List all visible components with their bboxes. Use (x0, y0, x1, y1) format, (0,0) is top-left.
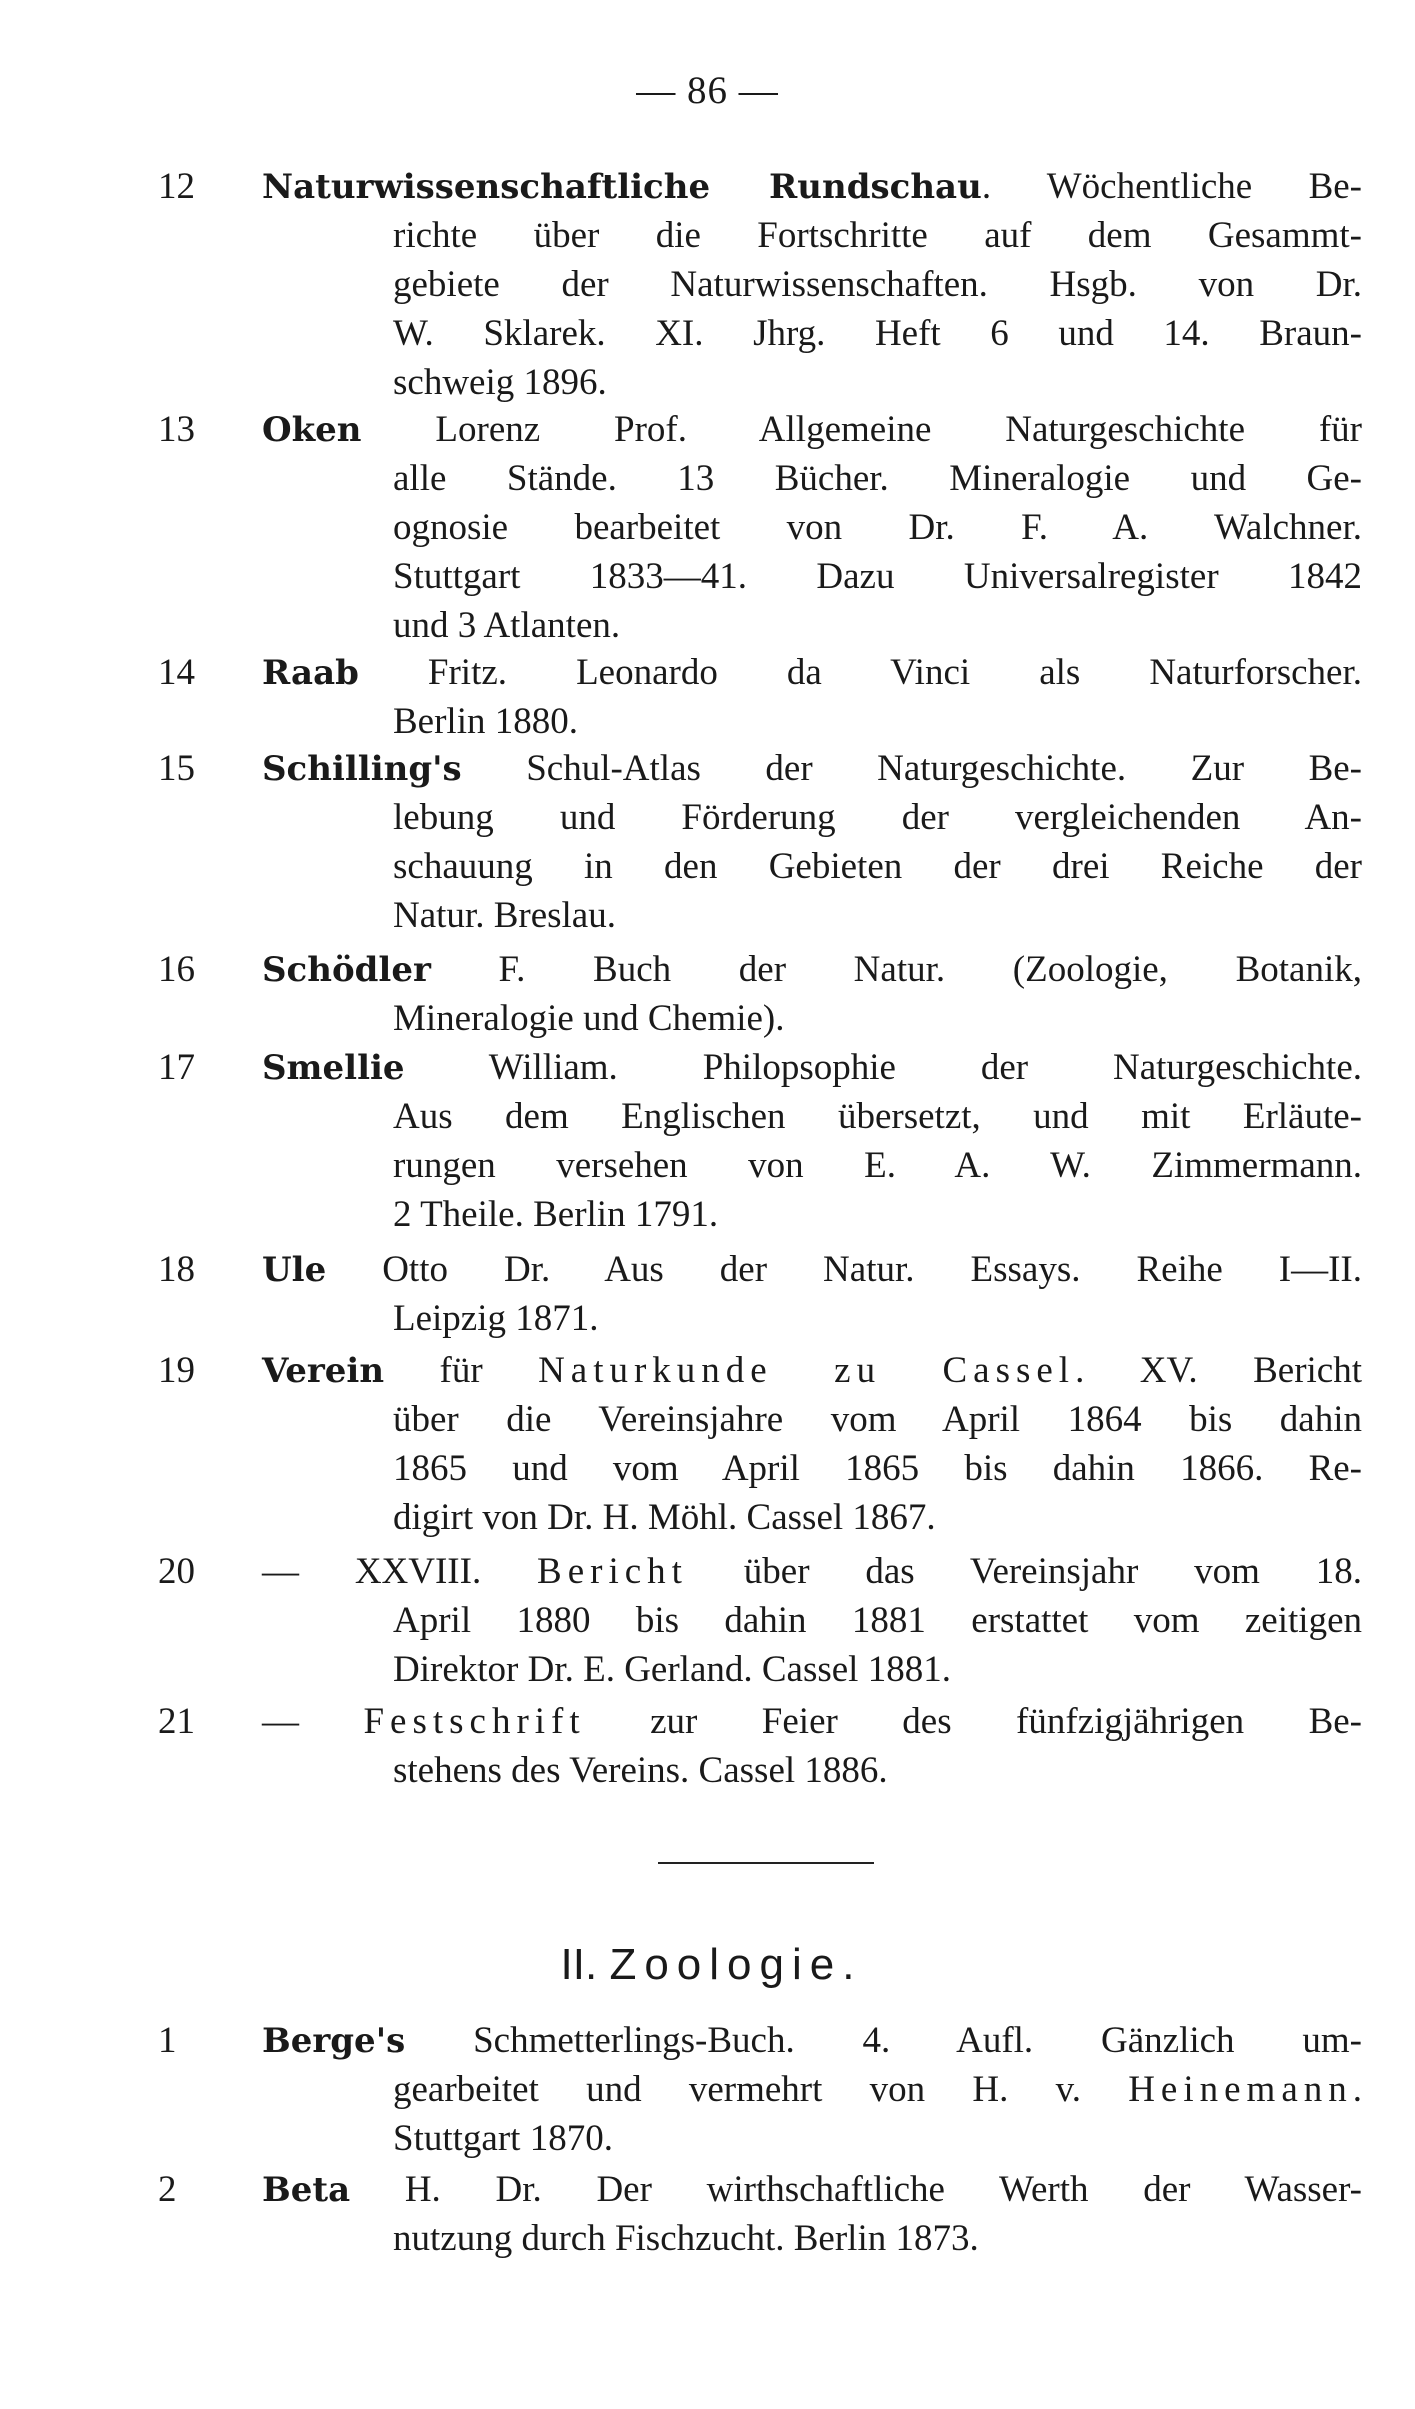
entry-first-line: Beta H. Dr. Der wirthschaftliche Werth der Wasser- (262, 2169, 1362, 2210)
section-divider (658, 1862, 874, 1864)
entry-line: gebiete der Naturwissenschaften. Hsgb. von Dr. (393, 264, 1362, 305)
entry-headword: Verein (262, 1351, 385, 1391)
entry-line: 1865 und vom April 1865 bis dahin 1866. Re- (393, 1448, 1362, 1489)
entry-number: 16 (158, 949, 195, 990)
entry-headword: Beta (262, 2170, 351, 2210)
entry-number: 1 (158, 2020, 177, 2061)
entry-first-line: Smellie William. Philopsophie der Naturgeschichte. (262, 1047, 1362, 1088)
section-title: II. Zoologie. (560, 1940, 855, 1989)
entry-line: W. Sklarek. XI. Jhrg. Heft 6 und 14. Braun- (393, 313, 1362, 354)
entry-line: gearbeitet und vermehrt von H. v. Heinemann. (393, 2069, 1362, 2110)
entry-headword: Ule (262, 1250, 327, 1290)
entry-first-line: Schilling's Schul-Atlas der Naturgeschichte. Zur Be- (262, 748, 1362, 789)
entry-line: alle Stände. 13 Bücher. Mineralogie und Ge- (393, 458, 1362, 499)
entry-first-line: — Festschrift zur Feier des fünfzigjährigen Be- (262, 1701, 1362, 1742)
entry-first-line: Verein für Naturkunde zu Cassel. XV. Bericht (262, 1350, 1362, 1391)
entry-line: digirt von Dr. H. Möhl. Cassel 1867. (393, 1497, 936, 1538)
entry-line: April 1880 bis dahin 1881 erstattet vom zeitigen (393, 1600, 1362, 1641)
entry-first-line: Oken Lorenz Prof. Allgemeine Naturgeschichte für (262, 409, 1362, 450)
entry-number: 20 (158, 1551, 195, 1592)
entry-first-line: Raab Fritz. Leonardo da Vinci als Naturforscher. (262, 652, 1362, 693)
entry-line: Stuttgart 1833—41. Dazu Universalregister 1842 (393, 556, 1362, 597)
entry-line: Direktor Dr. E. Gerland. Cassel 1881. (393, 1649, 951, 1690)
entry-line: Berlin 1880. (393, 701, 578, 742)
entry-line: stehens des Vereins. Cassel 1886. (393, 1750, 888, 1791)
entry-line: Leipzig 1871. (393, 1298, 599, 1339)
entry-line: Natur. Breslau. (393, 895, 616, 936)
spaced-text: Bericht (537, 1551, 688, 1592)
spaced-text: Naturkunde zu Cassel (538, 1350, 1076, 1391)
entry-number: 15 (158, 748, 195, 789)
spaced-text: Festschrift (363, 1701, 586, 1742)
entry-line: lebung und Förderung der vergleichenden An- (393, 797, 1362, 838)
entry-first-line: Berge's Schmetterlings-Buch. 4. Aufl. Gänzlich um- (262, 2020, 1362, 2061)
entry-headword: Naturwissenschaftliche Rundschau (262, 167, 982, 207)
entry-headword: Berge's (262, 2021, 406, 2061)
spaced-text: Heinemann (1128, 2069, 1353, 2110)
entry-first-line: Naturwissenschaftliche Rundschau. Wöchentliche Be- (262, 166, 1362, 207)
entry-line: Aus dem Englischen übersetzt, und mit Erläute- (393, 1096, 1362, 1137)
entry-headword: Smellie (262, 1048, 405, 1088)
entry-number: 17 (158, 1047, 195, 1088)
entry-first-line: Schödler F. Buch der Natur. (Zoologie, Botanik, (262, 949, 1362, 990)
entry-number: 2 (158, 2169, 177, 2210)
entry-line: Stuttgart 1870. (393, 2118, 613, 2159)
entry-headword: Oken (262, 410, 362, 450)
entry-line: schauung in den Gebieten der drei Reiche der (393, 846, 1362, 887)
entry-line: richte über die Fortschritte auf dem Gesammt- (393, 215, 1362, 256)
entry-number: 13 (158, 409, 195, 450)
entry-line: nutzung durch Fischzucht. Berlin 1873. (393, 2218, 979, 2259)
entry-number: 12 (158, 166, 195, 207)
entry-headword: Schilling's (262, 749, 462, 789)
entry-line: rungen versehen von E. A. W. Zimmermann. (393, 1145, 1362, 1186)
entry-line: 2 Theile. Berlin 1791. (393, 1194, 719, 1235)
entry-headword: Raab (262, 653, 359, 693)
entry-number: 21 (158, 1701, 195, 1742)
entry-first-line: — XXVIII. Bericht über das Vereinsjahr vom 18. (262, 1551, 1362, 1592)
entry-line: über die Vereinsjahre vom April 1864 bis dahin (393, 1399, 1362, 1440)
entry-first-line: Ule Otto Dr. Aus der Natur. Essays. Reihe I—II. (262, 1249, 1362, 1290)
entry-number: 18 (158, 1249, 195, 1290)
page-number: — 86 — (636, 69, 779, 112)
entry-headword: Schödler (262, 950, 431, 990)
entry-line: schweig 1896. (393, 362, 607, 403)
entry-line: ognosie bearbeitet von Dr. F. A. Walchner. (393, 507, 1362, 548)
entry-line: und 3 Atlanten. (393, 605, 621, 646)
entry-number: 14 (158, 652, 195, 693)
entry-number: 19 (158, 1350, 195, 1391)
entry-line: Mineralogie und Chemie). (393, 998, 785, 1039)
